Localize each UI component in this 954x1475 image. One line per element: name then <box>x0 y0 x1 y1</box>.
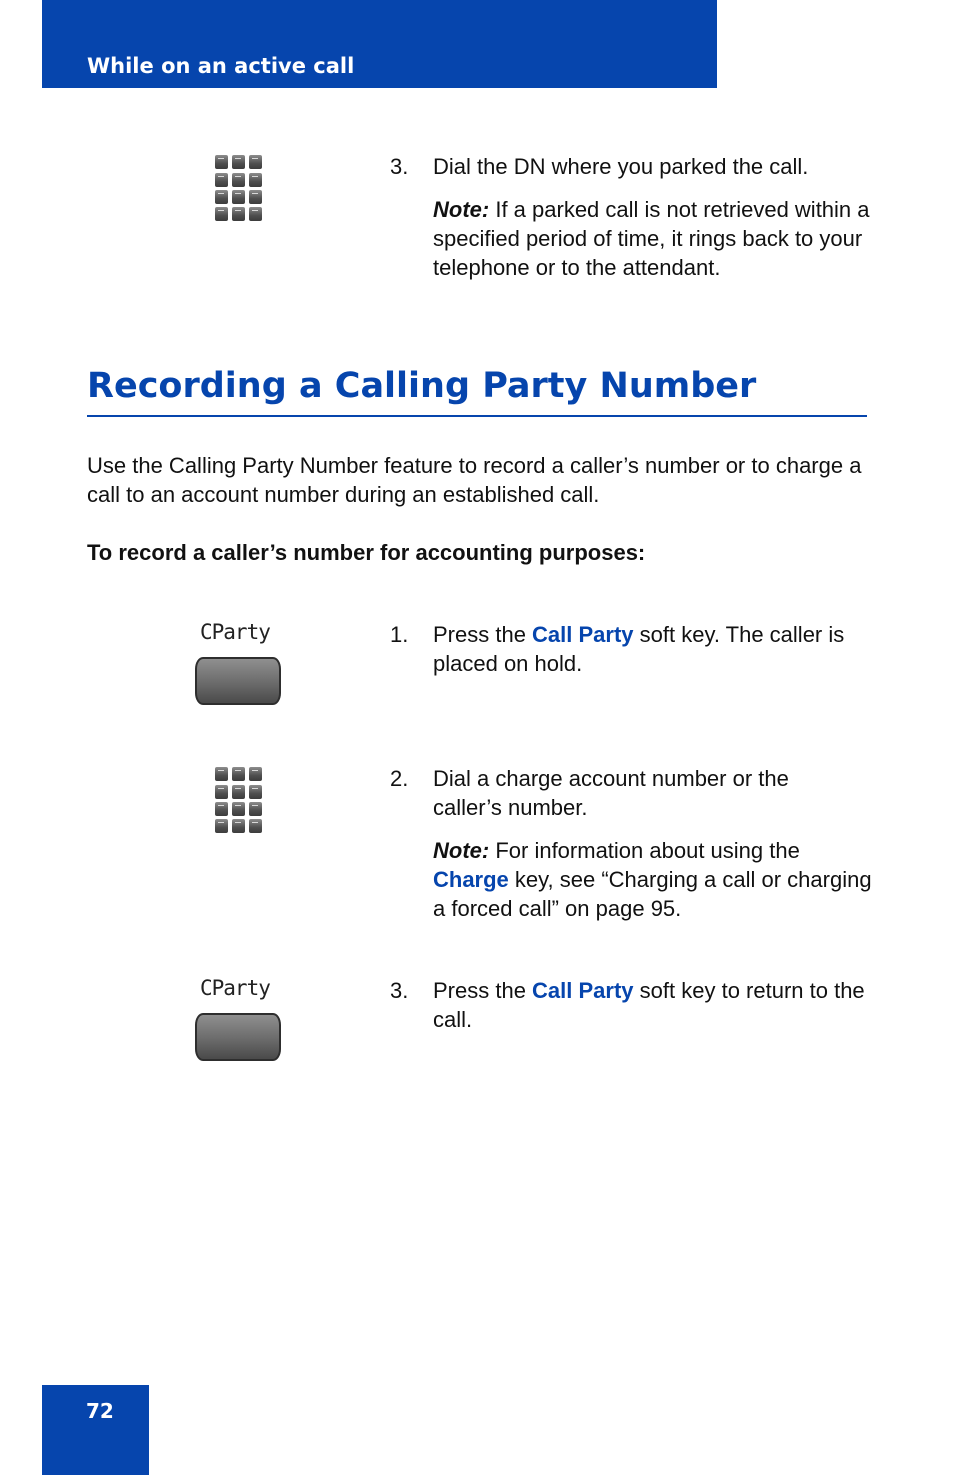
note-label: Note: <box>433 838 490 863</box>
page-number: 72 <box>86 1399 114 1423</box>
note <box>433 836 873 923</box>
softkey-display-label: CParty <box>200 976 270 1000</box>
section-title: Recording a Calling Party Number <box>87 366 757 406</box>
softkey-name: Call Party <box>532 978 634 1003</box>
dialpad-icon <box>215 767 263 835</box>
softkey-button-icon <box>195 657 281 705</box>
step-text <box>433 620 873 678</box>
note-label: Note: <box>433 197 490 222</box>
step-text: Dial a charge account number or the caller’s number. <box>433 766 789 820</box>
section-divider <box>87 415 867 417</box>
softkey-name: Call Party <box>532 622 634 647</box>
step-number: 2. <box>390 766 409 791</box>
step-text <box>433 976 873 1034</box>
dialpad-icon <box>215 155 263 223</box>
step-text-part: soft key to return to the call. <box>433 978 865 1032</box>
intro-paragraph: Use the Calling Party Number feature to record a caller’s number or to charge a call to an account number during an established call. <box>87 453 862 507</box>
step-number: 3. <box>390 154 409 179</box>
step-text: Dial the DN where you parked the call. <box>433 154 809 179</box>
note-text: key, see “Charging a call or charging a forced call” on page 95. <box>433 867 872 921</box>
step-number: 3. <box>390 978 409 1003</box>
running-header: While on an active call <box>87 54 355 78</box>
step-text-part: soft key. The caller is placed on hold. <box>433 622 845 676</box>
note-text: If a parked call is not retrieved within a specified period of time, it rings back to your telephone or to the attendant. <box>433 197 870 280</box>
softkey-display-label: CParty <box>200 620 270 644</box>
procedure-heading: To record a caller’s number for accounting purposes: <box>87 540 646 565</box>
note-text: For information about using the <box>489 838 800 863</box>
step-text-part: Press the <box>433 978 533 1003</box>
step-number: 1. <box>390 622 409 647</box>
key-name: Charge <box>433 867 509 892</box>
note <box>433 195 873 282</box>
softkey-button-icon <box>195 1013 281 1061</box>
header-bar <box>42 0 717 88</box>
page-number-box <box>42 1385 149 1475</box>
step-text-part: Press the <box>433 622 533 647</box>
